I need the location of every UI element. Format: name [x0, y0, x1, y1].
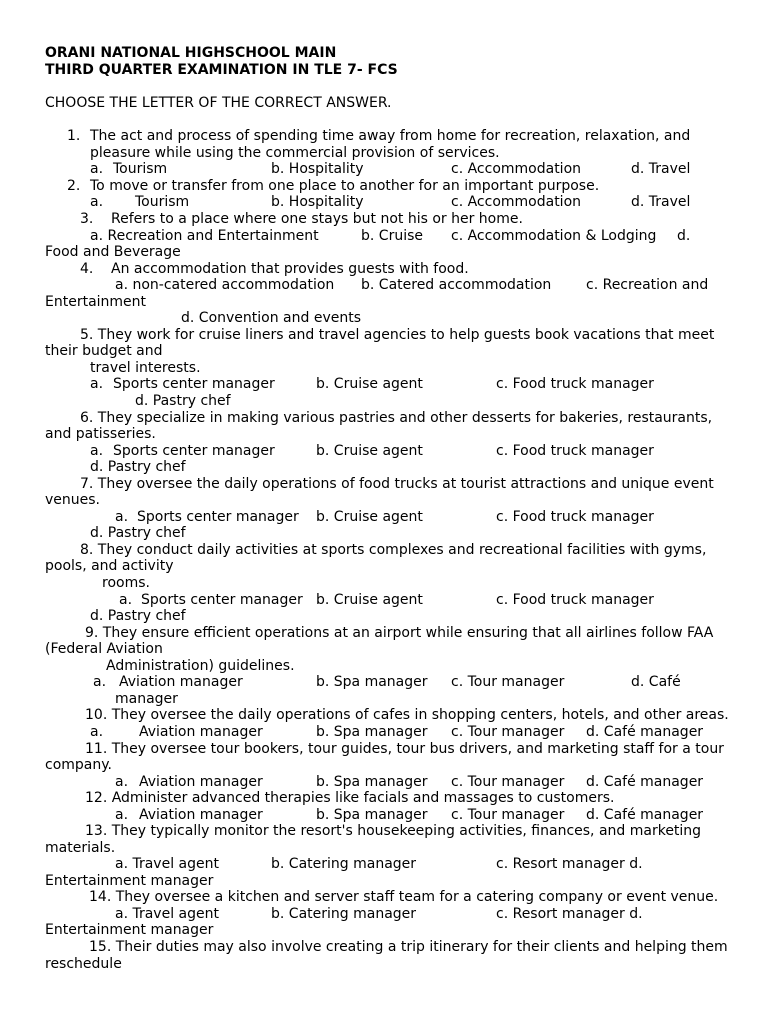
question-text: 14. They oversee a kitchen and server staff team for a catering company or event venue. — [89, 889, 719, 905]
choice-text: d. Convention and events — [181, 310, 361, 326]
choice-letter: a. — [90, 194, 104, 210]
choice-text: Sports center manager — [141, 592, 303, 608]
choice-text: b. Hospitality — [271, 161, 364, 177]
choice-text: Sports center manager — [113, 376, 275, 392]
choice-text: b. Catering manager — [271, 856, 417, 872]
choice-text: c. Accommodation — [451, 161, 582, 177]
question-text: pools, and activity — [45, 558, 174, 574]
choice-text: d. Pastry chef — [90, 608, 186, 624]
choice-text: c. Tour manager — [451, 774, 565, 790]
choice-text: Aviation manager — [139, 807, 263, 823]
choice-text: d. Pastry chef — [90, 459, 186, 475]
question-text: 5. They work for cruise liners and travel agencies to help guests book vacations that meet — [80, 327, 715, 343]
question-text: their budget and — [45, 343, 163, 359]
question-text: 6. They specialize in making various pastries and other desserts for bakeries, restaurants, — [80, 410, 713, 426]
question-text: 8. They conduct daily activities at sports complexes and recreational facilities with gyms, — [80, 542, 707, 558]
choice-text: b. Cruise agent — [316, 376, 423, 392]
choice-text: Food and Beverage — [45, 244, 181, 260]
choice-letter: a. — [90, 376, 104, 392]
question-number: 4. — [80, 261, 94, 277]
choice-text: Tourism — [135, 194, 190, 210]
choice-letter: a. — [115, 774, 129, 790]
choice-text: c. Accommodation — [451, 194, 582, 210]
choice-text: a. Travel agent — [115, 906, 219, 922]
choice-letter: a. — [90, 443, 104, 459]
question-number: 3. — [80, 211, 94, 227]
exam-title: THIRD QUARTER EXAMINATION IN TLE 7- FCS — [45, 62, 398, 78]
choice-text: b. Cruise agent — [316, 592, 423, 608]
choice-text: Entertainment manager — [45, 873, 214, 889]
choice-text: c. Tour manager — [451, 674, 565, 690]
choice-text: c. Resort manager d. — [496, 856, 643, 872]
choice-text: d. Travel — [631, 161, 691, 177]
choice-letter: a. — [115, 807, 129, 823]
choice-text: c. Recreation and — [586, 277, 709, 293]
choice-text: Sports center manager — [113, 443, 275, 459]
question-text: (Federal Aviation — [45, 641, 163, 657]
choice-text: manager — [115, 691, 178, 707]
choice-text: Tourism — [113, 161, 168, 177]
question-text: Refers to a place where one stays but not his or her home. — [111, 211, 523, 227]
choice-text: b. Spa manager — [316, 674, 428, 690]
choice-text: c. Resort manager d. — [496, 906, 643, 922]
instruction: CHOOSE THE LETTER OF THE CORRECT ANSWER. — [45, 95, 392, 111]
school-name: ORANI NATIONAL HIGHSCHOOL MAIN — [45, 45, 337, 61]
question-text: 10. They oversee the daily operations of cafes in shopping centers, hotels, and other areas. — [85, 707, 729, 723]
question-text: travel interests. — [90, 360, 201, 376]
choice-text: Aviation manager — [139, 774, 263, 790]
choice-letter: a. — [119, 592, 133, 608]
choice-letter: a. — [93, 674, 107, 690]
question-text: venues. — [45, 492, 101, 508]
question-text: 11. They oversee tour bookers, tour guides, tour bus drivers, and marketing staff for a tour — [85, 741, 724, 757]
choice-text: b. Spa manager — [316, 724, 428, 740]
question-text: 12. Administer advanced therapies like facials and massages to customers. — [85, 790, 615, 806]
question-text: The act and process of spending time away from home for recreation, relaxation, and — [90, 128, 691, 144]
choice-text: b. Catered accommodation — [361, 277, 552, 293]
choice-text: a. Travel agent — [115, 856, 219, 872]
choice-text: b. Spa manager — [316, 774, 428, 790]
choice-text: Entertainment manager — [45, 922, 214, 938]
choice-text: b. Spa manager — [316, 807, 428, 823]
choice-text: d. — [677, 228, 691, 244]
question-number: 1. — [67, 128, 81, 144]
choice-letter: a. — [90, 724, 104, 740]
choice-text: b. Cruise agent — [316, 443, 423, 459]
choice-text: d. Travel — [631, 194, 691, 210]
choice-text: Aviation manager — [139, 724, 263, 740]
choice-text: c. Food truck manager — [496, 509, 654, 525]
question-text: materials. — [45, 840, 116, 856]
question-text: rooms. — [102, 575, 150, 591]
choice-text: c. Tour manager — [451, 724, 565, 740]
question-text: 15. Their duties may also involve creating a trip itinerary for their clients and helping them — [89, 939, 728, 955]
choice-text: Aviation manager — [119, 674, 243, 690]
choice-text: c. Food truck manager — [496, 376, 654, 392]
choice-text: b. Cruise agent — [316, 509, 423, 525]
choice-text: d. Café manager — [586, 724, 704, 740]
choice-text: d. Café manager — [586, 774, 704, 790]
question-text: An accommodation that provides guests with food. — [111, 261, 469, 277]
question-number: 2. — [67, 178, 81, 194]
choice-text: b. Catering manager — [271, 906, 417, 922]
question-text: 13. They typically monitor the resort's housekeeping activities, finances, and marketing — [85, 823, 702, 839]
choice-text: c. Tour manager — [451, 807, 565, 823]
choice-letter: a. — [90, 161, 104, 177]
choice-text: c. Food truck manager — [496, 592, 654, 608]
choice-text: Entertainment — [45, 294, 147, 310]
question-text: Administration) guidelines. — [106, 658, 295, 674]
question-text: 9. They ensure efficient operations at an airport while ensuring that all airlines follow FAA — [85, 625, 714, 641]
choice-text: c. Food truck manager — [496, 443, 654, 459]
question-text: reschedule — [45, 956, 122, 972]
question-text: and patisseries. — [45, 426, 156, 442]
choice-text: c. Accommodation & Lodging — [451, 228, 657, 244]
question-text: company. — [45, 757, 112, 773]
choice-text: b. Hospitality — [271, 194, 364, 210]
choice-text: d. Pastry chef — [90, 525, 186, 541]
choice-text: d. Café manager — [586, 807, 704, 823]
choice-text: d. Pastry chef — [135, 393, 231, 409]
question-text: pleasure while using the commercial provision of services. — [90, 145, 500, 161]
choice-text: d. Café — [631, 674, 681, 690]
choice-text: a. non-catered accommodation — [115, 277, 335, 293]
question-text: 7. They oversee the daily operations of food trucks at tourist attractions and unique event — [80, 476, 714, 492]
choice-text: b. Cruise — [361, 228, 423, 244]
question-text: To move or transfer from one place to another for an important purpose. — [90, 178, 600, 194]
choice-letter: a. — [115, 509, 129, 525]
choice-text: Sports center manager — [137, 509, 299, 525]
choice-text: a. Recreation and Entertainment — [90, 228, 319, 244]
